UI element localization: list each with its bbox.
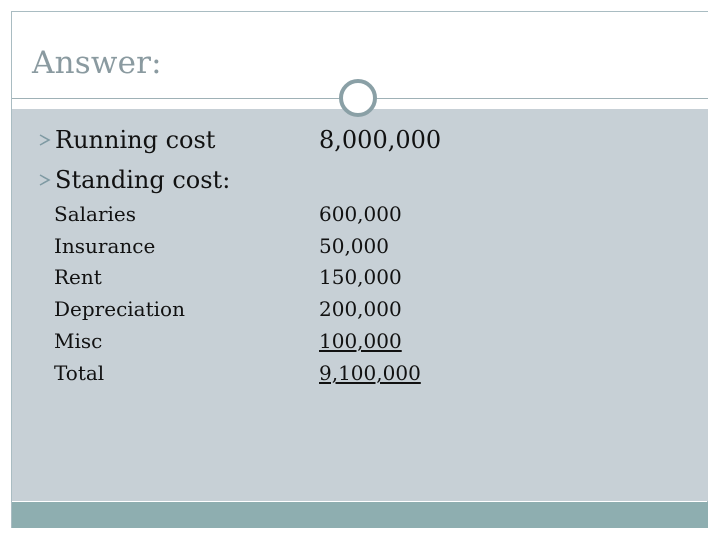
bullet-arrow-icon [38, 173, 52, 187]
item-value-total: 9,100,000 [319, 361, 421, 385]
item-label-rent: Rent [54, 265, 102, 289]
bullet-arrow-icon [38, 133, 52, 147]
slide-title: Answer: [32, 45, 162, 81]
bullet-standing-cost [38, 166, 230, 194]
item-label-misc: Misc [54, 329, 103, 353]
item-label-depreciation: Depreciation [54, 297, 185, 321]
item-label-total: Total [54, 361, 105, 385]
circle-ornament-icon [339, 79, 377, 117]
bullet-label: Running cost [55, 126, 216, 154]
item-label-insurance: Insurance [54, 234, 156, 258]
item-value-insurance: 50,000 [319, 234, 389, 258]
bullet-label: Standing cost: [55, 166, 231, 194]
item-value-rent: 150,000 [319, 265, 402, 289]
running-cost-value: 8,000,000 [319, 126, 442, 154]
item-value-salaries: 600,000 [319, 202, 402, 226]
item-value-misc: 100,000 [319, 329, 402, 353]
item-value-depreciation: 200,000 [319, 297, 402, 321]
item-label-salaries: Salaries [54, 202, 137, 226]
bottom-accent-bar [12, 502, 708, 528]
bullet-running-cost [38, 126, 215, 154]
